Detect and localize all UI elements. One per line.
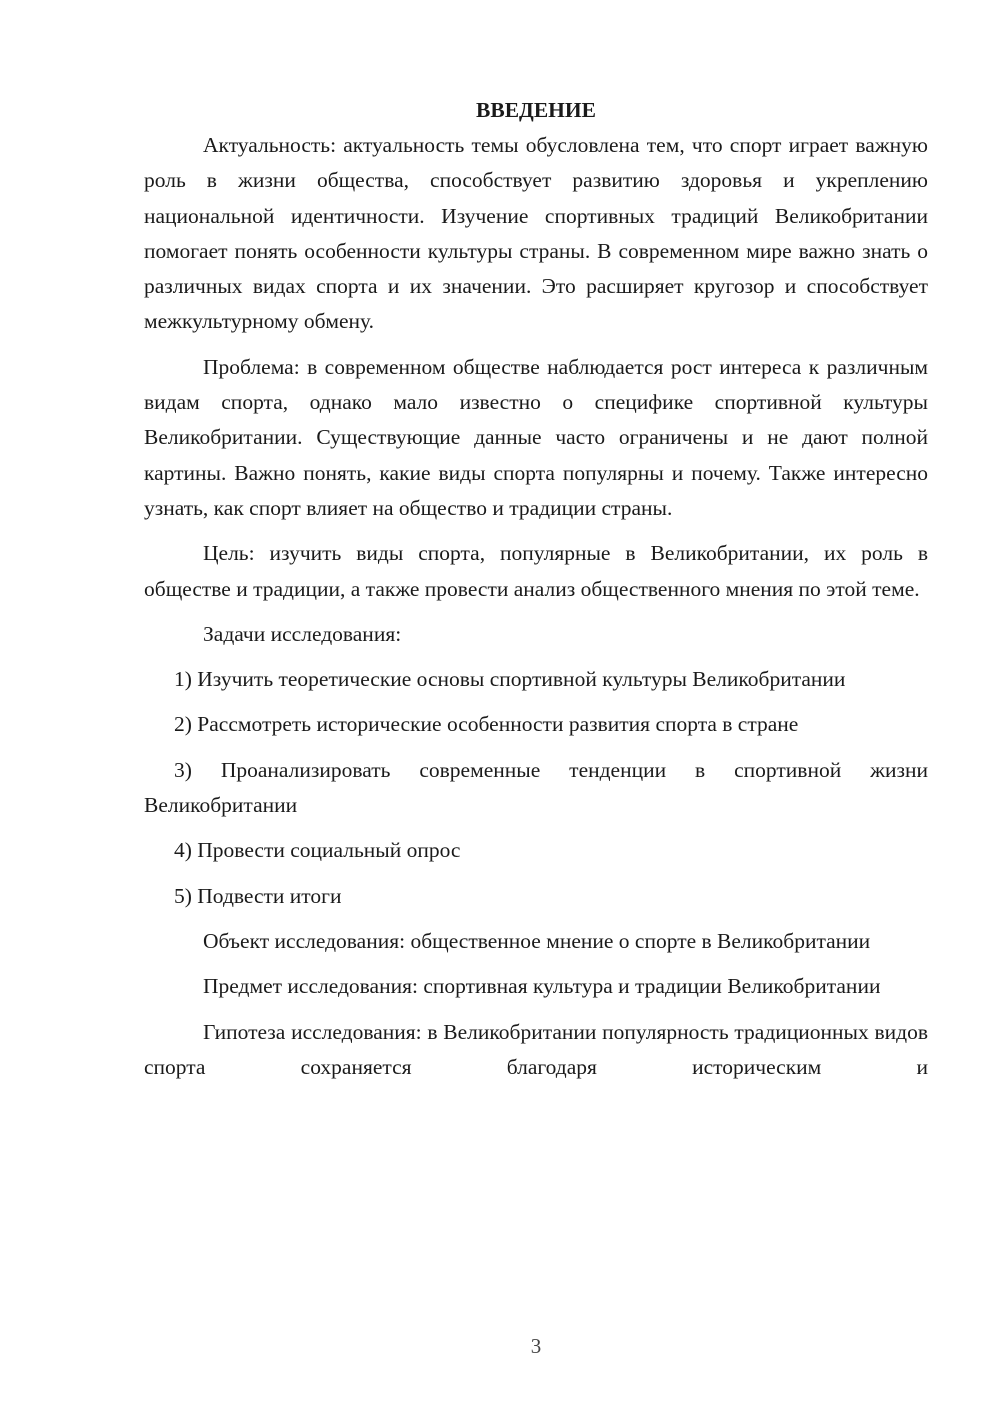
object-paragraph: Объект исследования: общественное мнение о спорте в Великобритании [203, 928, 871, 953]
section-title: ВВЕДЕНИЕ [476, 98, 596, 122]
subject-paragraph: Предмет исследования: спортивная культура и традиции Великобритании [203, 974, 881, 999]
task-item-3: 3) Проанализировать современные тенденции в спортивной жизни Великобритании [144, 757, 928, 818]
hypothesis-paragraph: Гипотеза исследования: в Великобритании популярность традиционных видов спорта сохраняется благодаря историческим и [144, 1019, 928, 1079]
goal-paragraph: Цель: изучить виды спорта, популярные в Великобритании, их роль в обществе и традиции, а также провести анализ общественного мнения по этой теме. [144, 541, 928, 601]
task-item-1: 1) Изучить теоретические основы спортивной культуры Великобритании [174, 667, 846, 692]
task-item-5: 5) Подвести итоги [174, 883, 342, 908]
page-content [144, 93, 928, 1085]
task-item-4: 4) Провести социальный опрос [174, 838, 461, 863]
problem-paragraph: Проблема: в современном обществе наблюдается рост интереса к различным видам спорта, однако мало известно о специфике спортивной культуры Великобритании. Существующие данные часто ограничены и не дают полной картины. Важно понять, какие виды спорта популярны и почему. Также интересно узнать, как спорт влияет на общество и традиции страны. [144, 354, 928, 520]
tasks-heading: Задачи исследования: [203, 621, 402, 646]
page-number: 3 [530, 1334, 542, 1358]
task-item-2: 2) Рассмотреть исторические особенности развития спорта в стране [174, 712, 799, 737]
relevance-paragraph: Актуальность: актуальность темы обусловлена тем, что спорт играет важную роль в жизни общества, способствует развитию здоровья и укреплению национальной идентичности. Изучение спортивных традиций Великобритании помогает понять особенности культуры страны. В современном мире важно знать о различных видах спорта и их значении. Это расширяет кругозор и способствует межкультурному обмену. [144, 133, 928, 334]
